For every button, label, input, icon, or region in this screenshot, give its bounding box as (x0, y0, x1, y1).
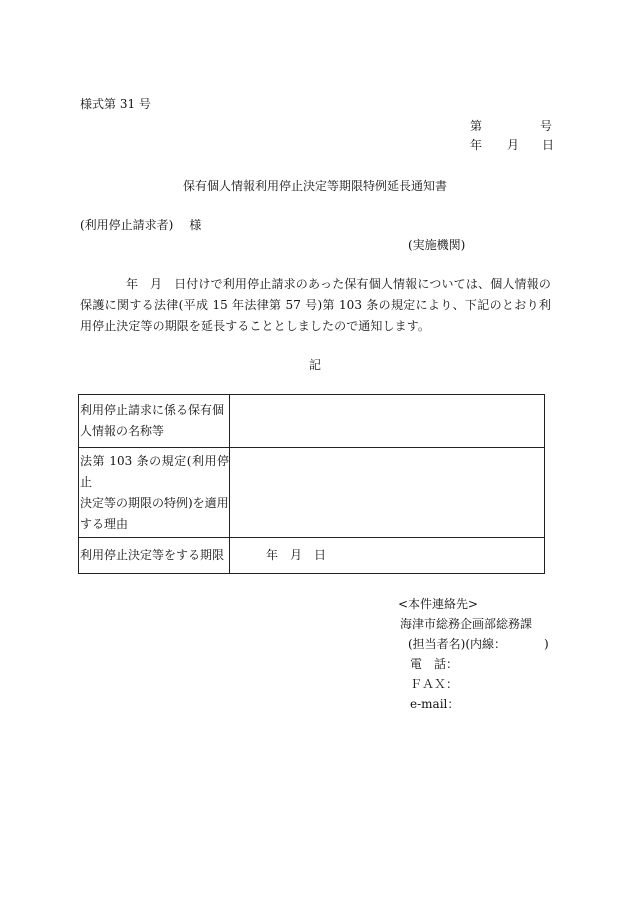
notice-body-text: 日付けで利用停止請求のあった保有個人情報については、個人情報の保護に関する法律(平成 15 年法律第 57 号)第 103 条の規定により、下記のとおり利用停止決定等の期限を延長することとしましたので通知します。 (80, 277, 551, 333)
deadline-month: 月 (290, 548, 303, 562)
deadline-day: 日 (314, 548, 327, 562)
ki-heading: 記 (308, 358, 321, 372)
table-value-info-name (230, 395, 545, 448)
recipient-name: (利用停止請求者) (80, 218, 174, 232)
table-row (79, 448, 545, 538)
issuing-agency: (実施機関) (408, 238, 466, 252)
contact-heading: <本件連絡先> (398, 597, 479, 611)
table-value-deadline (230, 538, 545, 574)
issue-date-year: 年 (470, 138, 483, 152)
detail-table (78, 394, 545, 574)
table-row (79, 538, 545, 574)
contact-person-close: ) (544, 637, 549, 651)
contact-phone-label: 電 話： (410, 657, 459, 671)
contact-email-label: e-mail： (410, 697, 460, 711)
document-title: 保有個人情報利用停止決定等期限特例延長通知書 (182, 179, 447, 193)
issue-date-day: 日 (542, 138, 555, 152)
table-label-deadline: 利用停止決定等をする期限 (79, 538, 230, 574)
contact-person: (担当者名)(内線： (408, 637, 507, 651)
form-number: 様式第 31 号 (80, 97, 151, 111)
issue-date-month: 月 (507, 138, 520, 152)
document-number-prefix: 第 (470, 119, 483, 133)
request-date-month: 月 (150, 277, 163, 291)
contact-department: 海津市総務企画部総務課 (400, 617, 533, 631)
request-date-year: 年 (126, 277, 139, 291)
notice-body (80, 274, 551, 337)
deadline-year: 年 (266, 548, 279, 562)
request-date (80, 274, 240, 295)
recipient (80, 217, 201, 233)
table-label-info-name: 利用停止請求に係る保有個 人情報の名称等 (79, 395, 230, 448)
contact-fax-label: ＦＡＸ： (410, 677, 459, 691)
table-label-reason: 法第 103 条の規定(利用停止 決定等の期限の特例)を適用 する理由 (79, 448, 230, 538)
recipient-honorific: 様 (189, 218, 202, 232)
table-row (79, 395, 545, 448)
table-value-reason (230, 448, 545, 538)
document-number-suffix: 号 (540, 119, 553, 133)
